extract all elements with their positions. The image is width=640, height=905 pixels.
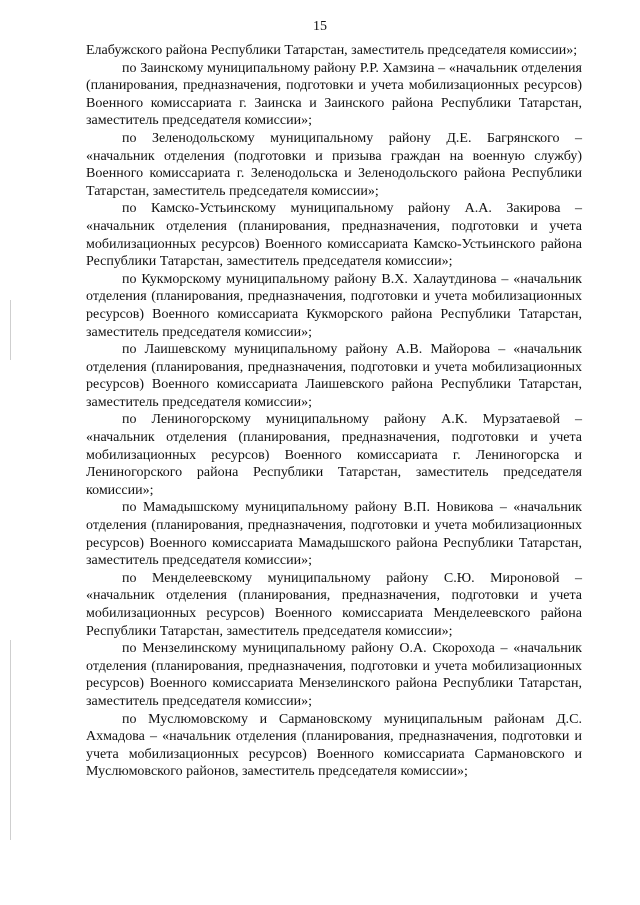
paragraph: по Муслюмовскому и Сармановскому муниципальным районам Д.С. Ахмадова – «начальник отделения (планирования, предназначения, подготовки и учета мобилизационных ресурсов) Военного комиссариата Сармановского и Муслюмовского районов, заместитель председателя комиссии»; <box>86 711 582 780</box>
paragraph: по Камско-Устьинскому муниципальному району А.А. Закирова – «начальник отделения (планирования, предназначения, подготовки и учета мобилизационных ресурсов) Военного комиссариата Камско-Устьинского района Республики Татарстан, заместитель председателя комиссии»; <box>86 201 582 270</box>
scan-margin-mark <box>10 640 11 840</box>
paragraph: по Зеленодольскому муниципальному району Д.Е. Багрянского – «начальник отделения (подготовки и призыва граждан на военную службу) Военного комиссариата г. Зеленодольска и Зеленодольского района Республики Татарстан, заместитель председателя комиссии»; <box>86 130 582 199</box>
page-number: 15 <box>313 19 327 34</box>
paragraph: по Лениногорскому муниципальному району А.К. Мурзатаевой – «начальник отделения (планирования, предназначения, подготовки и учета мобилизационных ресурсов) Военного комиссариата г. Лениногорска и Лениногорского района Республики Татарстан, заместитель председателя комиссии»; <box>86 412 582 498</box>
paragraph: по Мензелинскому муниципальному району О.А. Скорохода – «начальник отделения (планирования, предназначения, подготовки и учета мобилизационных ресурсов) Военного комиссариата Мензелинского района Республики Татарстан, заместитель председателя комиссии»; <box>86 641 582 709</box>
paragraph: по Менделеевскому муниципальному району С.Ю. Мироновой – «начальник отделения (планирования, предназначения, подготовки и учета мобилизационных ресурсов) Военного комиссариата Менделеевского района Республики Татарстан, заместитель председателя комиссии»; <box>86 570 582 639</box>
paragraph: по Лаишевскому муниципальному району А.В. Майорова – «начальник отделения (планирования, предназначения, подготовки и учета мобилизационных ресурсов) Военного комиссариата Лаишевского района Республики Татарстан, заместитель председателя комиссии»; <box>86 342 582 410</box>
paragraph: Елабужского района Республики Татарстан, заместитель председателя комиссии»; <box>86 43 578 58</box>
scan-margin-mark <box>10 300 11 360</box>
document-body <box>86 42 582 781</box>
paragraph: по Заинскому муниципальному району Р.Р. Хамзина – «начальник отделения (планирования, предназначения, подготовки и учета мобилизационных ресурсов) Военного комиссариата г. Заинска и Заинского района Республики Татарстан, заместитель председателя комиссии»; <box>86 60 582 129</box>
paragraph: по Мамадышскому муниципальному району В.П. Новикова – «начальник отделения (планирования, предназначения, подготовки и учета мобилизационных ресурсов) Военного комиссариата Мамадышского района Республики Татарстан, заместитель председателя комиссии»; <box>86 500 582 569</box>
paragraph: по Кукморскому муниципальному району В.Х. Халаутдинова – «начальник отделения (планирования, предназначения, подготовки и учета мобилизационных ресурсов) Военного комиссариата Кукморского района Республики Татарстан, заместитель председателя комиссии»; <box>86 271 582 340</box>
